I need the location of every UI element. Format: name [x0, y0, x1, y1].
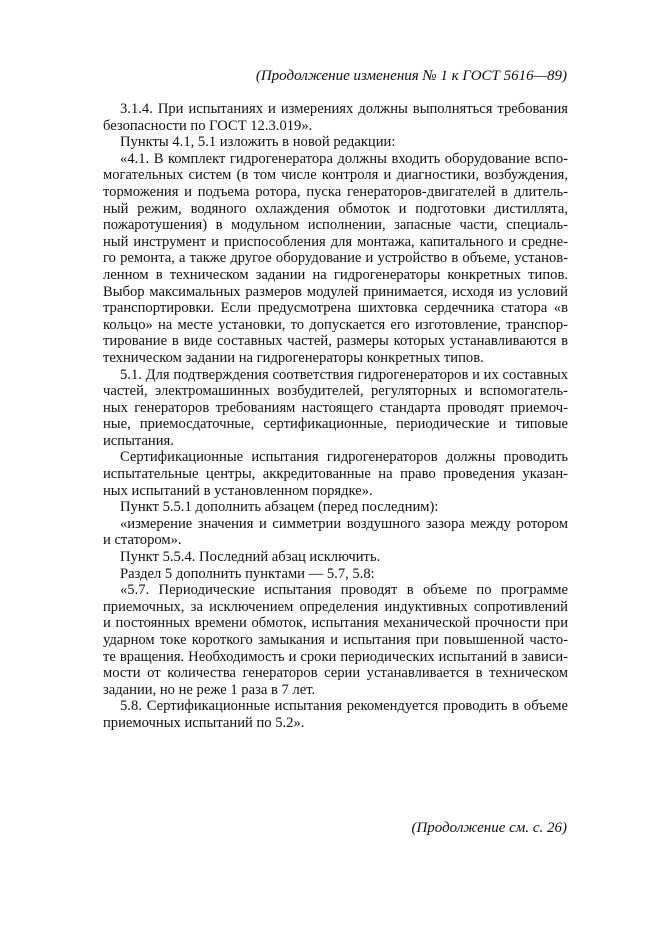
text-line: приемочных, за исключением определения индуктивных сопротивлений [103, 598, 568, 615]
text-line: ных испытаний в установленном порядке». [103, 482, 373, 499]
text-line: ных генераторов требованиям настоящего стандарта проводят приемоч- [103, 399, 568, 416]
running-header: (Продолжение изменения № 1 к ГОСТ 5616—89) [255, 68, 567, 84]
text-line: Раздел 5 дополнить пунктами — 5.7, 5.8: [120, 565, 375, 582]
text-line: транспортировки. Если предусмотрена шихтовка сердечника статора «в [103, 300, 568, 317]
text-line: 5.8. Сертификационные испытания рекомендуется проводить в объеме [120, 698, 568, 715]
text-line: ный инструмент и приспособления для монтажа, капитального и средне- [103, 233, 568, 250]
text-line: Сертификационные испытания гидрогенераторов должны проводить [120, 449, 568, 466]
text-line: частей, электромашинных возбудителей, регуляторных и вспомогатель- [103, 383, 568, 400]
continuation-note: (Продолжение см. с. 26) [411, 820, 567, 836]
text-line: испытания. [103, 432, 174, 449]
text-line: торможения и подъема ротора, пуска генераторов-двигателей в длитель- [103, 183, 568, 200]
text-line: Пункты 4.1, 5.1 изложить в новой редакции: [120, 134, 396, 151]
text-line: безопасности по ГОСТ 12.3.019». [103, 117, 313, 134]
text-line: ные, приемосдаточные, сертификационные, периодические и типовые [103, 416, 568, 433]
text-line: кольцо» на месте установки, то допускается его изготовление, транспор- [103, 316, 568, 333]
text-line: мости от количества генераторов серии устанавливается в техническом [103, 665, 568, 682]
text-line: «измерение значения и симметрии воздушного зазора между ротором [120, 515, 568, 532]
text-line: и статором». [103, 532, 182, 549]
document-body [103, 101, 568, 732]
text-line: техническом задании на гидрогенераторы конкретных типов. [103, 349, 484, 366]
text-line: тирование в виде составных частей, размеры которых устанавливаются в [103, 333, 568, 350]
text-line: Пункт 5.5.4. Последний абзац исключить. [120, 549, 381, 566]
text-line: го ремонта, а также другое оборудование и устройство в объеме, установ- [103, 250, 568, 267]
text-line: 5.1. Для подтверждения соответствия гидрогенераторов и их составных [120, 366, 568, 383]
text-line: Пункт 5.5.1 дополнить абзацем (перед последним): [120, 499, 439, 516]
text-line: Выбор максимальных размеров модулей принимается, исходя из условий [103, 283, 568, 300]
text-line: те вращения. Необходимость и сроки периодических испытаний в зависи- [103, 648, 568, 665]
text-line: ударном токе короткого замыкания и испытания при повышенной часто- [103, 632, 568, 648]
text-line: испытательные центры, аккредитованные на право проведения указан- [103, 466, 568, 483]
text-line: ленном в техническом задании на гидрогенераторы конкретных типов. [103, 266, 568, 283]
text-line: и постоянных времени обмоток, испытания механической прочности при [103, 615, 568, 632]
text-line: задании, но не реже 1 раза в 7 лет. [103, 681, 316, 698]
text-line: пожаротушения) в модульном исполнении, запасные части, специаль- [103, 217, 568, 234]
text-line: 3.1.4. При испытаниях и измерениях должны выполняться требования [120, 101, 568, 117]
text-line: «5.7. Периодические испытания проводят в объеме по программе [120, 582, 568, 599]
text-line: могательных систем (в том числе контроля и диагностики, возбуждения, [103, 167, 568, 184]
text-line: приемочных испытаний по 5.2». [103, 714, 305, 731]
text-line: ный режим, водяного охлаждения обмоток и подготовки дистиллята, [103, 200, 568, 217]
text-line: «4.1. В комплект гидрогенератора должны входить оборудование вспо- [120, 150, 568, 167]
